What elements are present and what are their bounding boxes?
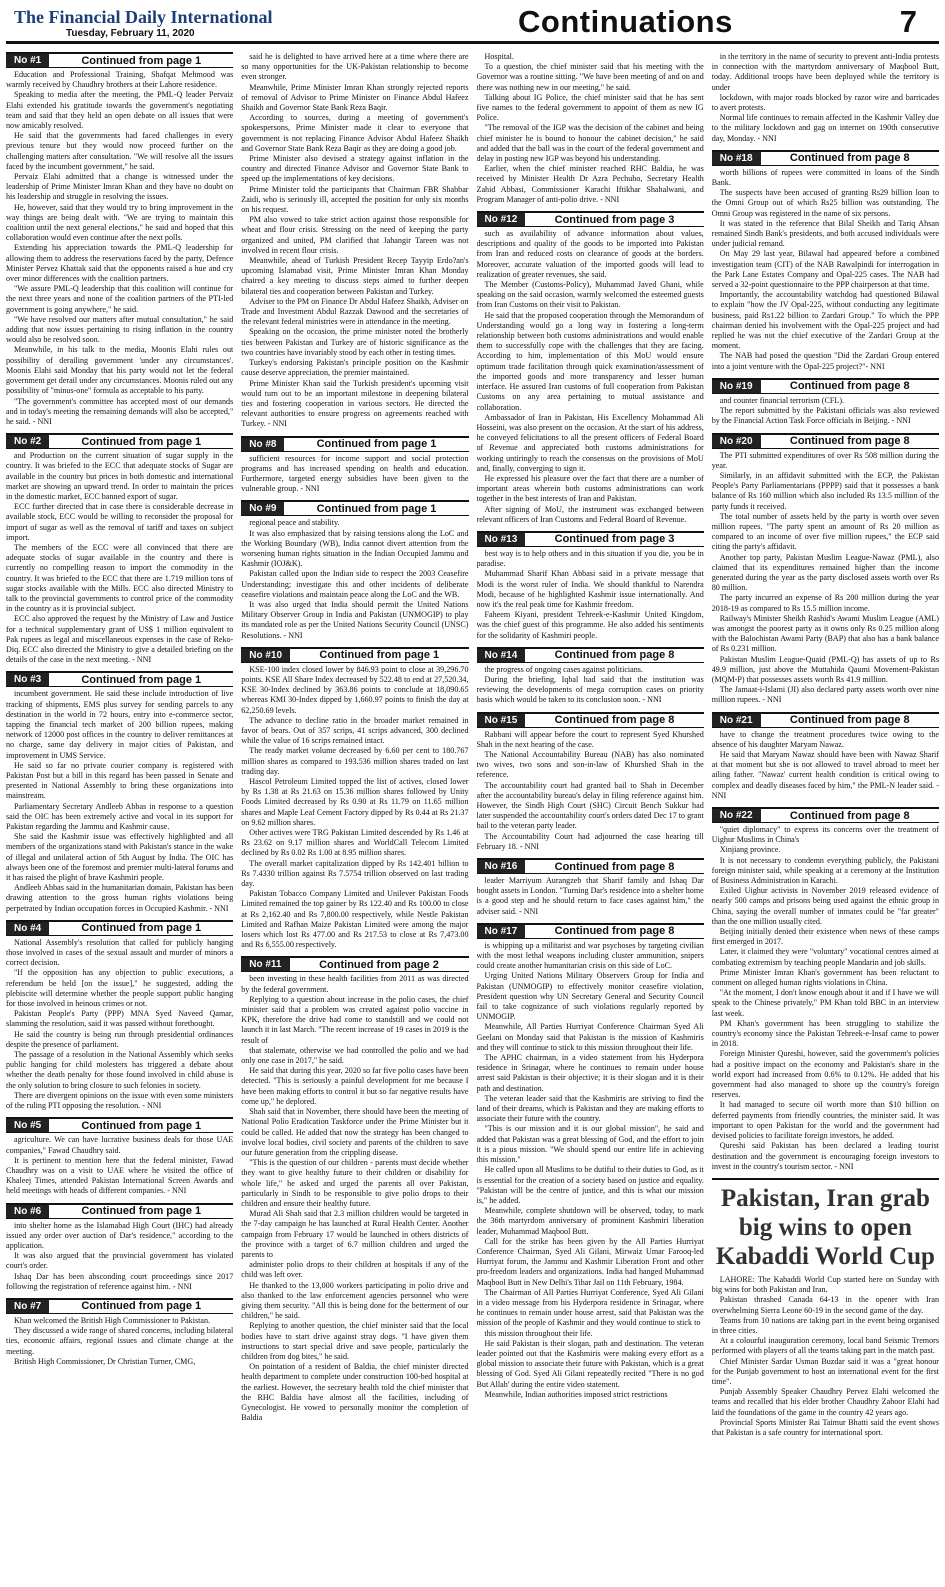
paragraph: "This is our mission and it is our global mission", he said and added that Pakistan was a great blessing of God, and the effort to join it is a pious mission. "We should spend our entire life in achieving this mission." (476, 1124, 704, 1165)
story-number: No #8 (241, 438, 284, 451)
paragraph: The total number of assets held by the party is worth over seven million rupees. "The party spent an amount of Rs 20 million as compared to an income of over five million rupees," the ECP said citing the party's affidavit. (711, 511, 939, 552)
story-header (6, 1298, 233, 1314)
paragraph: Talking about IG Police, the chief minister said that he has sent five names to the federal government to appoint of them as new IG Police. (476, 92, 704, 123)
paragraph: Meanwhile, All Parties Hurriyat Conference Chairman Syed Ali Geelani on Monday said that Pakistan is the mission of Kashmiris and they will continue to stick to this mission throughout their life. (476, 1022, 704, 1052)
paragraph: Other actives were TRG Pakistan Limited descended by Rs 1.46 at Rs 23.62 on 9.17 million shares and WorldCall Telecom Limited declined by Rs 0.02 Rs 1.00 at 8.95 million shares. (241, 828, 469, 858)
story (477, 712, 704, 852)
continued-label: Continued from page 8 (789, 380, 910, 393)
paragraph: the progress of ongoing cases against politicians. (484, 664, 643, 674)
story (477, 858, 704, 917)
paragraph: The Accountability Court had adjourned the case hearing till February 18. - NNI (476, 831, 704, 851)
continued-label: Continued from page 8 (554, 714, 675, 727)
paragraph: been investing in these health facilities from 2011 as was directed by the federal government. (241, 974, 469, 994)
paragraph: this mission throughout their life. (484, 1328, 593, 1338)
paragraph: Call for the strike has been given by the All Parties Hurriyat Conference Chairman, Syed Ali Gilani, Mirwaiz Umar Farooq-led Hurriyat forum, the Jammu and Kashmir Liberation Front and other pro-freedom leaders and organizations. India had hanged Muhammad Maqbool Butt in New Delhi's Tihar Jail on 11th February, 1984. (476, 1236, 704, 1287)
paragraph: Ambassador of Iran in Pakistan, His Excellency Mohammad Ali Hosseini, was also present on the occasion. At the start of his address, he conveyed felicitations to all the present officers of Federal Board of Revenue and appreciated both customs administrations for working untiringly to reach the consensus on the provisions of MoU and, finally, converging to sign it. (476, 412, 704, 473)
paragraph: Later, it claimed they were "voluntary" vocational centres aimed at combating extremism by teaching people Mandarin and job skills. (711, 947, 939, 967)
story (241, 647, 468, 951)
story-number: No #4 (6, 922, 49, 935)
story-header (477, 531, 704, 547)
paragraph: It is pertinent to mention here that the federal minister, Fawad Chaudhry was on a visit to UAE where he visited the office of Khaleej Times, attended Pakistan International Screen Awards and held meetings with heads of different companies. - NNI (6, 1155, 234, 1196)
paragraph: Prime Minister Khan said the Turkish president's upcoming visit would turn out to be an important milestone in deepening bilateral ties and fostering cooperation in various sectors. He directed the relevant authorities to ensure progress on agreements reached with Turkey. - NNI (241, 378, 469, 429)
paragraph: The report submitted by the Pakistani officials was also reviewed by the Financial Action Task Force officials in Beijing. - NNI (711, 406, 939, 426)
paragraph: The party incurred an expense of Rs 200 million during the year 2018-19 as compared to Rs 15.5 million income. (711, 593, 939, 613)
paragraph: Meanwhile, complete shutdown will be observed, today, to mark the 36th martyrdom anniversary of prominent Kashmiri liberation leader, Muhammad Maqbool Butt. (476, 1206, 704, 1236)
story-header (6, 1203, 233, 1219)
paragraph: Chief Minister Sardar Usman Buzdar said it was a "great honour for the Punjab government to host an international event for the first time". (711, 1356, 939, 1386)
newspaper-brand: The Financial Daily International (14, 7, 273, 27)
paragraph: Shah said that in November, there should have been the meeting of National Polio Eradication Taskforce under the Prime Minister but it could be called. He added that now the strategy has been changed to involve local bodies, civil society and parents of the children to save our future generation from the crippling disease. (241, 1107, 469, 1157)
paragraph: The passage of a resolution in the National Assembly which seeks public hanging for child molesters has triggered a debate about whether the death penalty for those found involved in child abuse is the only solution to bring closure to such felonies in society. (6, 1050, 234, 1090)
paragraph: best way is to help others and in this situation if you die, you be in paradise. (476, 548, 704, 569)
story (712, 1178, 939, 1438)
paragraph: Teams from 10 nations are taking part in the event being organised in three cities. (711, 1315, 939, 1335)
story (477, 531, 704, 641)
story-number: No #18 (712, 152, 761, 165)
continued-label: Continued from page 8 (554, 649, 675, 662)
paragraph: incumbent government. He said these include introduction of live tracking of shipments, EMS plus survey for sending parcels to any destination in the world in 72 hours, entry into e-commerce sector, tapping the financial tech market of 200 billion rupees, making network of 12000 post offices in the country to deliver remittances at no charge, same day delivery in major cities of Pakistan, and improvement in UMS Service. (6, 689, 234, 760)
paragraph: Adviser to the PM on Finance Dr Abdul Hafeez Shaikh, Adviser on Trade and Investment Abdul Razzak Dawood and the secretaries of the relevant federal ministries were in attendance in the meeting. (241, 296, 469, 327)
column-4 (712, 52, 939, 1583)
paragraph: "At the moment, I don't know enough about it and if I have we will speak to the Chinese privately," PM Khan told BBC in an interview last week. (711, 988, 939, 1018)
paragraph: Pakistan called upon the Indian side to respect the 2003 Ceasefire Understanding; investigate this and other incidents of deliberate ceasefire violations and maintain peace along the LoC and the WB. (241, 569, 469, 599)
paragraph: sufficient resources for income support and social protection programs and has increased spending on health and education. Furthermore, targeted energy subsidies have been given to the vulnerable group. - NNI (241, 453, 469, 494)
paragraph: Meanwhile, in his talk to the media, Moonis Elahi rules out possibility of derailing government 'under any circumstances'. Moonis Elahi said Monday that his party would not let the federal government get derail under any circumstances. Moonis ruled out any possibility of "minus-one" formula as acceptable to his party. (6, 345, 234, 396)
paragraph: Pervaiz Elahi admitted that a change is witnessed under the leadership of Prime Minister Imran Khan and they have no doubt on his leadership and struggle in resolving the issues. (6, 172, 234, 202)
continued-label: Continued from page 3 (554, 533, 675, 546)
paragraph: Meanwhile, ahead of Turkish President Recep Tayyip Erdo?an's upcoming Islamabad visit, Prime Minister Imran Khan Monday chaired a key meeting to discuss steps aimed to further deepen bilateral ties and cooperation between Pakistan and Turkey. (241, 256, 469, 296)
paragraph: They discussed a wide range of shared concerns, including bilateral ties, economic affairs, regional issues and climate change at the meeting. (6, 1326, 234, 1356)
paragraph: He said that Maryam Nawaz should have been with Nawaz Sharif at that moment but she is not allowed to travel abroad to meet her ailing father. "Nawaz' current health condition is critical owing to complex and deadly diseases faced by him," the PML-N leader said. - NNI (711, 749, 939, 800)
paragraph: PM also vowed to take strict action against those responsible for wheat and flour crisis. Stressing on the need of keeping the party organized and united, PM clarified that Jahangir Tareen was not involved in recent flour crisis. (241, 215, 469, 255)
story-header (241, 647, 468, 663)
paragraph: "We have resolved our matters after mutual consultation," he said adding that now issues pertaining to rising inflation in the country would also be resolved soon. (6, 314, 234, 345)
paragraph: The veteran leader said that the Kashmiris are striving to find the land of their dreams, which is Pakistan and they are making efforts to associate their future with the country. (476, 1093, 704, 1124)
paragraph: He expressed his pleasure over the fact that there are a number of important areas wherein both customs administrations can work together in the best interests of Iran and Pakistan. (476, 473, 704, 504)
story-number: No #1 (6, 54, 49, 67)
paragraph: in the territory in the name of security to prevent anti-India protests in connection with the martyrdom anniversary of Maqbool Butt, today. Additional troops have been deployed while the territory is under (711, 52, 939, 92)
paragraph: agriculture. We can have lucrative business deals for those UAE companies," Fawad Chaudhry said. (6, 1135, 234, 1155)
paragraph: that stalemate, otherwise we had controlled the polio and we had only one case in 2017," he said. (241, 1045, 469, 1066)
paragraph: He said so far no private courier company is registered with Pakistan Post but a bill in this regard has been passed in Senate and presented in National Assembly to bring these organizations into mainstream. (6, 760, 234, 801)
paragraph: Pakistan thrashed Canada 64-13 in the opener with Iran overwhelming Sierra Leone 60-19 in the second game of the day. (711, 1295, 939, 1315)
story-number: No #13 (477, 533, 526, 546)
paragraph: British High Commissioner, Dr Christian Turner, CMG, (14, 1356, 196, 1366)
continued-label: Continued from page 8 (554, 925, 675, 938)
story (712, 807, 939, 1172)
story (241, 52, 468, 430)
paragraph: ECC also approved the request by the Ministry of Law and Justice for a technical supplementary grant of US$ 1 million equivalent to Pak rupees as legal and miscellaneous expenses in the case of Reko-Diq. ECC also directed the Ministry to give a detailed briefing on the details of the case in the next meeting. - NNI (6, 614, 234, 665)
paragraph: He said that the proposed cooperation through the Memorandum of Understanding would go a long way in fostering a long-term relationship between both customs administrations and would enable them to successfully cope with the challenges that they are facing. According to him, implementation of this MoU would ensure optimum trade facilitation through quick examination/assessment of the imported goods and more transparency and lesser human interface. He assured Iran customs of full cooperation from Pakistan Customs on any area pertaining to mutual assistance and collaboration. (476, 310, 704, 412)
paragraph: Prime Minister also devised a strategy against inflation in the country and directed Finance Advisor and Governor State Bank to speed up the implementations of key decisions. (241, 154, 469, 184)
story-header (241, 436, 468, 452)
paragraph: "This is the question of our children - parents must decide whether they want to give healthy future to their children or disability for whole life," he asked and urged the parents all over Pakistan, particularly in Sindh to be responsible to give polio drops to their children and ensure their healthy future. (241, 1158, 469, 1208)
paragraph: He said the country is being run through presidential ordinances despite the presence of parliament. (6, 1029, 234, 1049)
paragraph: It was also urged that India should permit the United Nations Military Observer Group in India and Pakistan (UNMOGIP) to play its mandated role as per the United Nations Security Council (UNSC) Resolutions. - NNI (241, 599, 469, 640)
paragraph: The APHC chairman, in a video statement from his Hyderpora residence in Srinagar, where he continues to remain under house arrest said Pakistan is their objective; it is their slogan and it is their path and destination. (476, 1053, 704, 1093)
story-number: No #5 (6, 1119, 49, 1132)
story-header (6, 52, 233, 68)
paragraph: To a question, the chief minister said that his meeting with the Governor was a routine sitting. "We have been meeting of and on and there was nothing new in our meeting," he said. (476, 62, 704, 92)
story-number: No #11 (241, 958, 289, 971)
continued-label: Continued from page 1 (81, 54, 202, 67)
paragraph: She said the Kashmir issue was effectively highlighted and all members of the organizations stand with Pakistan's stance in the wake of illegal and unilateral action of 5th August by India. The OIC has always been one of the foremost and premier multi-lateral forums and it has raised the plight of brave Kashmiri people. (6, 832, 234, 883)
story-number: No #12 (477, 213, 526, 226)
continued-label: Continued from page 8 (789, 435, 910, 447)
story (241, 956, 468, 1423)
story-number: No #9 (241, 502, 284, 515)
continued-label: Continued from page 1 (316, 438, 437, 451)
story-number: No #6 (6, 1205, 49, 1218)
continued-label: Continued from page 1 (319, 649, 440, 662)
paragraph: KSE-100 index closed lower by 846.93 point to close at 39,296.70 points. KSE All Share Index decreased by 522.48 to end at 27,520.34, KSE 30-Index declined by 363.86 points to conclude at 18,090.65 whereas KMI 30-Index dipped by 1,660.97 points to finish the day at 62,250.69 levels. (241, 664, 469, 715)
story-header (477, 712, 704, 728)
paragraph: Murad Ali Shah said that 2.3 million children would be targeted in the 7-day campaign he has launched at Rural Health Center. Another campaign from February 17 would be launched in others districts of the province with a target of 6.7 million children and urged the parents to (241, 1209, 469, 1259)
paragraph: The Chairman of All Parties Hurriyat Conference, Syed Ali Gilani in a video message from his Hyderpora residence in Srinagar, where he continues to remain under house arrest, said that Pakistan was the mission of the people of Kashmir and they would continue to stick to (476, 1287, 704, 1328)
paragraph: National Assembly's resolution that called for publicly hanging those involved in cases of the sexual assault and murder of minors a correct decision. (6, 937, 234, 968)
paragraph: The National Accountability Bureau (NAB) has also nominated two wives, two sons and son-in-law of Khurshed Shah in the reference. (476, 749, 704, 780)
paragraph: ECC further directed that in case there is considerable decrease in available stock, ECC would be willing to reconsider the proposal for import of sugar as well as the removal of tariff and taxes on subject import. (6, 502, 234, 542)
paragraph: Xinjiang province. (719, 845, 781, 855)
paragraph: The Jamaat-i-Islami (JI) also declared party assets worth over nine million rupees. - NNI (711, 685, 939, 705)
story-number: No #14 (477, 649, 526, 662)
continued-label: Continued from page 8 (789, 809, 910, 822)
paragraph: Beijing initially denied their existence when news of these camps first emerged in 2017. (711, 927, 939, 947)
story (712, 52, 939, 144)
story (477, 52, 704, 205)
paragraph: Provincial Sports Minister Rai Taimur Bhatti said the event shows that Pakistan is a safe country for international sport. (711, 1417, 939, 1437)
paragraph: said he is delighted to have arrived here at a time where there are so many opportunities for the UK-Pakistan relationship to become even stronger. (241, 52, 469, 82)
story-header (241, 956, 468, 972)
paragraph: Rabbani will appear before the court to represent Syed Khurshed Shah in the next hearing of the case. (476, 729, 704, 749)
paragraph: leader Marriyum Aurangzeb that Sharif family and Ishaq Dar bought assets in London. "Turning Dar's residence into a shelter home is a good step and he should return to face cases against him," the adviser said. - NNI (476, 876, 704, 916)
paragraph: Prime Minister Imran Khan's government has been reluctant to comment on alleged human rights violations in China. (711, 967, 939, 988)
paragraph: After signing of MoU, the instrument was exchanged between relevant officers of Iran Customs and Federal Board of Revenue. (476, 504, 704, 524)
paragraph: He said Pakistan is their slogan, path and destination. The veteran leader pointed out that the Kashmiris were making every effort as a global mission to associate their future with Pakistan, which is a great blessing of God. Syed Ali Gilani repeatedly recited "There is no god But Allah' during the entire video statement. (476, 1338, 704, 1389)
story-header (241, 500, 468, 516)
column-3 (477, 52, 704, 1583)
paragraph: is whipping up a militarist and war psychoses by targeting civilian with the most lethal weapons including cluster ammunition, snipers could create another humanitarian crisis on this side of LoC. (476, 940, 704, 971)
paragraph: Extending his appreciation towards the PML-Q leadership for allowing them to address the reservations faced by the party, Defence Minister Pervez Khattak said that the opponents raised a hue and cry over minor differences with the coalition partners. (6, 243, 234, 284)
paragraph: regional peace and stability. (249, 518, 340, 528)
masthead (6, 4, 939, 44)
story-header (712, 807, 939, 823)
paragraph: He, however, said that they would try to bring improvement in the way things are being dealt with. "We are trying to maintain this coalition until the next general elections," he said and hoped that this collaboration would even continue after the next polls. (6, 202, 234, 243)
paragraph: Urging United Nations Military Observers Group for India and Pakistan (UNMOGIP) to effectively monitor ceasefire violation, President question why UN Secretary General and Security Council fail to take cognizance of such violations regularly reported by UNMOGIP. (476, 971, 704, 1022)
paragraph: The suspects have been accused of granting Rs29 billion loan to the Omni Group out of which Rs25 billion was outstanding. The Omni Group was registered in the name of six persons. (711, 188, 939, 218)
story-header (477, 858, 704, 874)
paragraph: The Member (Customs-Policy), Muhammad Javed Ghani, while speaking on the said occasion, warmly welcomed the esteemed guests from Iran Customs on their visit to Pakistan. (476, 280, 704, 310)
paragraph: Turkey's endorsing Pakistan's principle position on the Kashmir cause deserve appreciation, the premier maintained. (241, 358, 469, 378)
paragraph: He called upon all Muslims to be dutiful to their duties to God, as it is essential for the creation of a society based on justice and equality. "Pakistan will be the centre of justice, and this is what our mission is," he added. (476, 1165, 704, 1205)
page-number: 7 (899, 4, 917, 39)
paragraph: and Production on the current situation of sugar supply in the country. It was briefed to the ECC that adequate stocks of Sugar are available in the country but prices in both domestic and international market are showing an upward trend. In order to maintain the prices in the domestic market, ECC banned export of sugar. (6, 451, 234, 501)
continued-label: Continued from page 1 (316, 502, 437, 515)
paragraph: The advance to decline ratio in the broader market remained in favor of bears. Out of 357 scrips, 41 scrips advanced, 300 declined while the value of 16 scrips remained intact. (241, 715, 469, 746)
story-number: No #20 (712, 435, 761, 448)
paragraph: Replying to a question about increase in the polio cases, the chief minister said that a problem was created against polio vaccine in KPK, therefore the drive had come to standstill and we could not launch it in last March. "The recent increase of 19 cases in 2019 is the result of (241, 994, 469, 1045)
continued-label: Continued from page 2 (319, 958, 439, 971)
story-number: No #3 (6, 673, 49, 686)
paragraph: The accountability court had granted bail to Shah in December after the accountability bureau's delay in filing reference against him. However, the Sindh High Court (SHC) Circuit Bench Sukkur had later suspended the accountability court's orders dated Dec 17 to grant bail to the veteran party leader. (476, 780, 704, 831)
paragraph: There are divergent opinions on the issue with even some ministers of the ruling PTI opposing the resolution. - NNI (6, 1090, 234, 1111)
paragraph: On May 29 last year, Bilawal had appeared before a combined investigation team (CIT) of the NAB Rawalpindi for interrogation in the Park Lane Estates Company and Opal-225 cases. The NAB had served a 32-point questionnaire to the PPP chairperson at that time. (711, 249, 939, 290)
story-header (6, 433, 233, 449)
story-number: No #16 (477, 860, 526, 873)
columns (6, 52, 939, 1583)
story-header (6, 920, 233, 936)
issue-date: Tuesday, February 11, 2020 (66, 28, 195, 39)
paragraph: lockdown, with major roads blocked by razor wire and barricades to avert protests. (711, 92, 939, 113)
continued-label: Continued from page 1 (81, 1119, 202, 1132)
paragraph: He thanked to the 13,000 workers participating in polio drive and also thanked to the law enforcement agencies personnel who were giving them security. "All this is being done for the betterment of our children," he said. (241, 1280, 469, 1321)
story (241, 436, 468, 495)
paragraph: PM Khan's government has been struggling to stabilize the country's economy since the Pakistan Tehreek-e-Insaf came to power in 2018. (711, 1018, 939, 1049)
paragraph: Education and Professional Training, Shafqat Mehmood was warmly received by Chaudhry brothers at their Lahore residence. (6, 70, 234, 90)
paragraph: Faheem Kiyani, president Tehreek-e-Kashmir United Kingdom, was the chief guest of this programme. He also added his sentiments for the solidarity of Kashmiri people. (476, 610, 704, 640)
paragraph: Qureshi said Pakistan has been declared a leading tourist destination and the government is encouraging foreign investors to invest in the country's tourism sector. - NNI (711, 1141, 939, 1171)
paragraph: Replying to another question, the chief minister said that the local bodies have to start drive against stray dogs. "I have given them instructions to start special drive and save people, particularly the children from dog bites," he said. (241, 1321, 469, 1361)
paragraph: It was stated in the reference that Bilal Sheikh and Tariq Ahsan remained Sindh Bank's presidents, and both accused individuals were under judicial remand. (711, 218, 939, 249)
paragraph: Khan welcomed the British High Commissioner to Pakistan. (14, 1315, 211, 1325)
paragraph: The members of the ECC were all convinced that there are adequate stocks of sugar available in the country and there is currently no compelling reason to import the commodity in the country. It was briefed to the ECC that there are 1.719 million tons of sugar stocks available with the Mills. ECC also directed Ministry to talk to the provincial governments to control price of the commodity in the country as it is provincial subject. (6, 542, 234, 614)
paragraph: Meanwhile, Prime Minister Imran Khan strongly rejected reports of removal of Advisor to Prime Minister on Finance Abdul Hafeez Shaikh and Governor State Bank Reza Baqir. (241, 82, 469, 113)
paragraph: Exiled Uighur activists in November 2019 released evidence of nearly 500 camps and prisons being used against the ethnic group in China, saying the overall number of inmates could be "far greater" than the one million usually cited. (711, 886, 939, 926)
story-header (6, 1117, 233, 1133)
paragraph: Foreign Minister Qureshi, however, said the government's policies had a positive impact on the economy and Pakistan's share in the world export had increased from 0.6% to 0.12%. He added that his government had also managed to shore up the country's foreign reserves. (711, 1049, 939, 1100)
story-header (6, 671, 233, 687)
story (477, 647, 704, 706)
story (6, 1117, 233, 1196)
story-number: No #10 (241, 649, 290, 662)
continued-label: Continued from page 1 (81, 922, 202, 935)
paragraph: Railway's Minister Sheikh Rashid's Awami Muslim League (AML) was amongst the poorest party as it owns only Rs 0.25 million along with the Balochistan Awami Party (BAP) that also has a bank balance of Rs 0.231 million. (711, 613, 939, 654)
story-number: No #7 (6, 1300, 49, 1313)
paragraph: Pakistan People's Party (PPP) MNA Syed Naveed Qamar, slamming the resolution, said it was passed without forethought. (6, 1009, 234, 1029)
paragraph: "The government's committee has accepted most of our demands and in today's meeting the remaining demands will also be accepted," he said. - NNI (6, 396, 234, 426)
paragraph: He said that during this year, 2020 so far five polio cases have been detected. "This is seriously a painful development for me because I have been making efforts to control it but so far negative results have come up," he deplored. (241, 1066, 469, 1106)
story-header (712, 433, 939, 449)
paragraph: Earlier, when the chief minister reached RHC Baldia, he was received by Minister Health Dr Azra Pechuho, Secretary Health Zahid Abbasi, Commissioner Karachi Iftikhar Shahalwani, and Program Manager of anti-polio drive. - NNI (476, 164, 704, 204)
paragraph: It was also emphasized that by raising tensions along the LoC and the Working Boundary (WB), India cannot divert attention from the worsening human rights situation in the Indian Occupied Jammu and Kashmir (IOJ&K). (241, 528, 469, 569)
paragraph: It had managed to secure oil worth more than $10 billion on deferred payments from friendly countries, the minister said. It was important to open Pakistan for the world and the government had devised policies to facilitate foreign investors, he added. (711, 1100, 939, 1141)
continued-label: Continued from page 8 (789, 714, 910, 727)
paragraph: The ready market volume decreased by 6.60 per cent to 180.767 million shares as compared to 193.536 million shares traded on last trading day. (241, 746, 469, 776)
paragraph: such as availability of advance information about values, descriptions and quality of the goods to be imported into Pakistan from Iran and reduced costs on clearance of goods at the borders. Moreover, accurate valuation of the imported goods will lead to realization of greater revenues, she said. (476, 229, 704, 279)
story-header (477, 647, 704, 663)
paragraph: administer polio drops to their children at hospitals if any of the child was left over. (241, 1260, 469, 1280)
paragraph: into shelter home as the Islamabad High Court (IHC) had already issued any order over auction of Dar's residence," according to the application. (6, 1220, 234, 1250)
column-2 (241, 52, 468, 1583)
story-header (477, 211, 704, 227)
headline: Pakistan, Iran grab big wins to open Kabaddi World Cup (712, 1178, 939, 1271)
story (6, 1298, 233, 1367)
paragraph: The PTI submitted expenditures of over Rs 508 million during the year. (711, 450, 939, 470)
paragraph: Normal life continues to remain affected in the Kashmir Valley due to the military lockdown and gag on internet on 190th consecutive day, Monday. - NNI (711, 113, 939, 143)
paragraph: He said that the governments had faced challenges in every previous tenure but they would now proceed further on the challenging matters after consultation. "We will resolve all the issues faced by the incumbent government," he said. (6, 131, 234, 171)
paragraph: have to change the treatment procedures twice owing to the absence of his daughter Maryam Nawaz. (711, 729, 939, 749)
paragraph: worth billions of rupees were committed in loans of the Sindh Bank. (711, 167, 939, 188)
paragraph: Speaking on the occasion, the prime minister noted the brotherly ties between Pakistan and Turkey are of historic significance as the two countries have invariably stood by each other in testing times. (241, 327, 469, 357)
story-number: No #19 (712, 380, 761, 393)
column-1 (6, 52, 233, 1583)
paragraph: At a colourful inauguration ceremony, local band Seismic Tremors performed with players of all the teams taking part in the match past. (711, 1336, 939, 1356)
story-number: No #17 (477, 925, 526, 938)
continued-label: Continued from page 8 (789, 152, 910, 165)
story (6, 433, 233, 665)
paragraph: Pakistan Muslim League-Quaid (PML-Q) has assets of up to Rs 49.9 million, just above the Muttahida Qaumi Movement-Pakistan (MQM-P) that possesses assets worth Rs 41.9 million. (711, 654, 939, 684)
paragraph: Muhammad Sharif Khan Abbasi said in a private message that Modi is the worst ruler of India. We should thankful to Narendra Modi, because of he highlighted Kashmir issue internationally. And now it's the real peak time for Kashmir freedom. (476, 569, 704, 609)
paragraph: Speaking to media after the meeting, the PML-Q leader Pervaiz Elahi extended his gratitude towards the government's negotiating team and said that they held an open debate on all issues that were now amicably resolved. (6, 90, 234, 131)
paragraph: LAHORE: The Kabaddi World Cup started here on Sunday with big wins for both Pakistan and Iran. (711, 1274, 939, 1295)
paragraph: Punjab Assembly Speaker Chaudhry Pervez Elahi welcomed the teams and recalled that his elder brother Chaudhry Zahoor Elahi had laid the foundations of the game in the country 42 years ago. (711, 1387, 939, 1417)
story (6, 1203, 233, 1292)
paragraph: It is not necessary to condemn everything publicly, the Pakistani foreign minister said, while speaking at a ceremony at the Institution of Business Administration in Karachi. (711, 855, 939, 886)
continued-label: Continued from page 1 (81, 1300, 202, 1313)
story-header (477, 923, 704, 939)
paragraph: Prime Minister told the participants that Chairman FBR Shabbar Zaidi, who is seriously ill, accepted the position for only six months on his request. (241, 184, 469, 215)
paragraph: Hospital. (484, 52, 514, 61)
paragraph: Hascol Petroleum Limited topped the list of actives, closed lower by Rs 1.38 at Rs 21.63 on 15.36 million shares followed by Unity Foods Limited decreased by Rs 0.90 at Rs 11.79 on 11.65 million shares and Maple Leaf Cement Factory dipped by Rs 0.44 at Rs 21.37 on 9.62 million shares. (241, 777, 469, 827)
story (6, 671, 233, 913)
section-title: Continuations (518, 4, 733, 39)
story-number: No #22 (712, 809, 761, 822)
continued-label: Continued from page 8 (554, 860, 675, 873)
story-header (712, 150, 939, 166)
continued-label: Continued from page 1 (81, 673, 202, 686)
story (712, 378, 939, 427)
paragraph: Meanwhile, Indian authorities imposed strict restrictions (484, 1389, 668, 1399)
story (6, 52, 233, 427)
paragraph: The overall market capitalization dipped by Rs 142.401 billion to Rs 7.4330 trillion against Rs 7.5754 trillion observed on last trading day. (241, 858, 469, 889)
paragraph: On pointation of a resident of Baldia, the chief minister directed health department to complete under construction 100-bed hospital at the earliest. However, the secretary health told the chief minister that the RHC Baldia have almost all the facilities, including of Gynecologist. He vowed to personally monitor the completion of Baldia (241, 1362, 469, 1423)
paragraph: "If the opposition has any objection to public executions, a referendum be held [on the issue]," he suggested, adding the plebiscite will determine whether the people support public hanging for those involved in heinous crimes or not. (6, 968, 234, 1009)
paragraph: According to sources, during a meeting of government's spokespersons, Prime Minister made it clear to everyone that government is not replacing Finance Advisor Abdul Hafeez Shaikh and Governor State Bank Reza Baqir as they are doing a good job. (241, 113, 469, 153)
paragraph: The NAB had posed the question "Did the Zardari Group entered into a joint venture with the Opal-225 project?"- NNI (711, 351, 939, 371)
paragraph: Ishaq Dar has been absconding court proceedings since 2017 following the registration of reference against him. - NNI (6, 1271, 234, 1291)
paragraph: "We assure PML-Q leadership that this coalition will continue for the next three years and none of the coalition partners of the PTI-led government is going anywhere," he said. (6, 284, 234, 314)
story (6, 920, 233, 1111)
paragraph: "quiet diplomacy" to express its concerns over the treatment of Uighur Muslims in China's (711, 825, 939, 845)
paragraph: Pakistan Tobacco Company Limited and Unilever Pakistan Foods Limited remained the top gainer by Rs 122.40 and Rs 100.00 to close at Rs 2,162.40 and Rs 7,800.00 respectively, while Nestle Pakistan Limited and Rafhan Maize Pakistan Limited were among the major losers which lost Rs 477.00 and Rs 217.53 to close at Rs 7,473.00 and Rs 6,555.00 respectively. (241, 889, 469, 950)
story-number: No #2 (6, 435, 49, 448)
continued-label: Continued from page 3 (554, 213, 675, 226)
paragraph: Similarly, in an affidavit submitted with the ECP, the Pakistan People's Party Parliamentarians (PPPP) said that it possesses a bank balance of Rs 160 million which also included Rs 13.5 million of the party funds it received. (711, 470, 939, 511)
story (477, 211, 704, 525)
paragraph: Parliamentary Secretary Andleeb Abbas in response to a question said the OIC has been extremely active and vocal in its support for Pakistan regarding the Jammu and Kashmir cause. (6, 801, 234, 832)
story (712, 150, 939, 372)
paragraph: Another top party, Pakistan Muslim League-Nawaz (PML), also claimed that its expenditures remained higher than the income generated during the year as the party disclosed assets worth over Rs 80 million. (711, 552, 939, 593)
paragraph: Importantly, the accountability watchdog had questioned Bilawal to explain "how the JV Opal-225, without conducting any legitimate business, paid Rs1.22 billion to Zardari Group." To which the PPP chairman denied his involvement with the Opal-225 project and had replied he was not the chief executive of the Zardari Group at the moment. (711, 290, 939, 351)
continued-label: Continued from page 1 (81, 1205, 202, 1218)
story-header (712, 712, 939, 728)
story-number: No #15 (477, 714, 526, 727)
paragraph: It was also argued that the provincial government has violated court's order. (6, 1251, 234, 1271)
paragraph: Andleeb Abbas said in the humanitarian domain, Pakistan has been drawing attention to the gross human rights violations being perpetrated by Indian occupation forces in Occupied Kashmir. - NNI (6, 883, 234, 913)
paragraph: and counter financial terrorism (CFL). (719, 395, 845, 405)
story (241, 500, 468, 640)
story (712, 712, 939, 801)
story-number: No #21 (712, 714, 761, 727)
story (477, 923, 704, 1400)
continued-label: Continued from page 1 (81, 435, 202, 448)
paragraph: During the briefing, Iqbal had said that the institution was reviewing the developments of mega corruption cases on priority basis which would be taken to its conclusion soon. - NNI (476, 674, 704, 705)
story (712, 433, 939, 706)
paragraph: "The removal of the IGP was the decision of the cabinet and being chief minister he is bound to honour the cabinet decision," he said and added that the ball was in the court of the federal government and delay in posting new IGP was beyond his understanding. (476, 123, 704, 164)
story-header (712, 378, 939, 394)
